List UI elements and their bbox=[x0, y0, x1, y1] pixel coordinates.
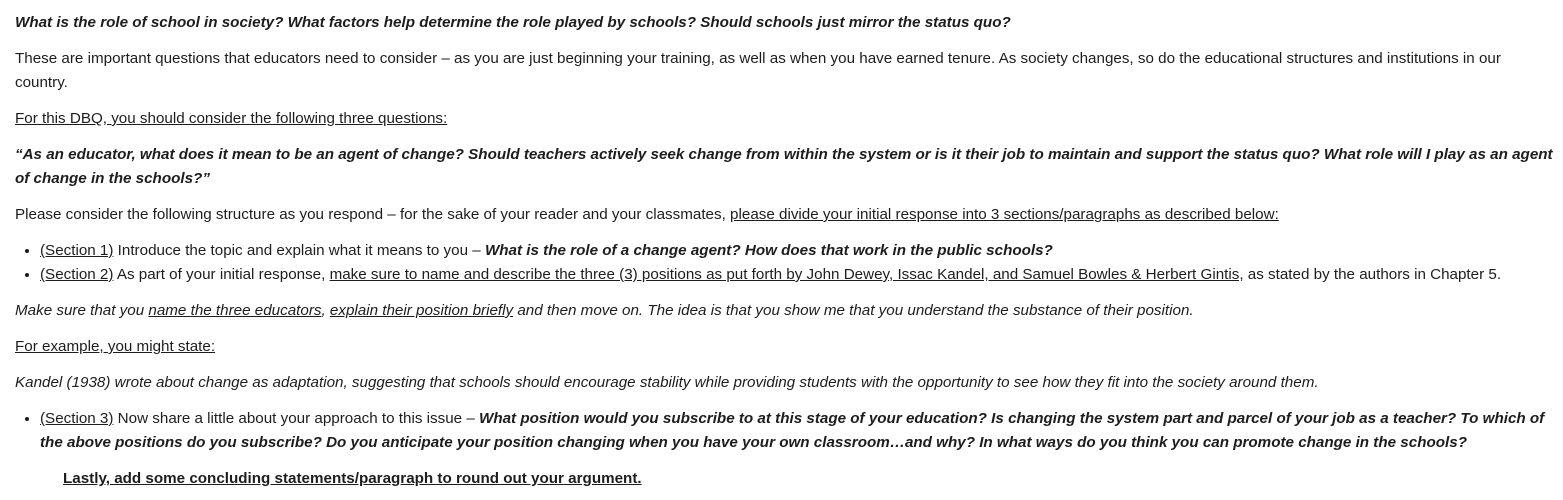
section-2-tail: as stated by the authors in Chapter 5. bbox=[1243, 266, 1502, 283]
lastly-statement: Lastly, add some concluding statements/paragraph to round out your argument. bbox=[63, 470, 642, 487]
make-sure-paragraph bbox=[15, 299, 1557, 323]
structure-underlined: please divide your initial response into 3 sections/paragraphs as described below: bbox=[730, 206, 1279, 223]
section-1-emphasis: What is the role of a change agent? How does that work in the public schools? bbox=[484, 242, 1053, 259]
dbq-quote: “As an educator, what does it mean to be an agent of change? Should teachers actively seek change from within the system or is it their job to maintain and support the status quo? What role will I play as an agent of change in the schools?” bbox=[15, 146, 1553, 187]
section-list-3 bbox=[15, 407, 1557, 455]
make-sure-lead: Make sure that you bbox=[15, 302, 149, 319]
structure-instructions bbox=[15, 203, 1557, 227]
section-3-item bbox=[40, 407, 1557, 455]
make-sure-u2: explain their position briefly bbox=[329, 302, 514, 319]
section-2-item bbox=[40, 263, 1557, 287]
section-1-label: (Section 1) bbox=[40, 242, 114, 259]
section-3-text: Now share a little about your approach to this issue – bbox=[113, 410, 479, 427]
section-2-text: As part of your initial response, bbox=[113, 266, 330, 283]
dbq-heading: For this DBQ, you should consider the following three questions: bbox=[15, 110, 448, 127]
example-heading: For example, you might state: bbox=[15, 338, 216, 355]
section-2-underlined: make sure to name and describe the three (3) positions as put forth by John Dewey, Issac Kandel, and Samuel Bowles & Herbert Gintis, bbox=[329, 266, 1244, 283]
section-list-1-2 bbox=[15, 239, 1557, 287]
section-2-label: (Section 2) bbox=[40, 266, 114, 283]
make-sure-tail: and then move on. The idea is that you show me that you understand the substance of their position. bbox=[513, 302, 1194, 319]
make-sure-comma: , bbox=[321, 302, 330, 319]
section-3-emphasis: What position would you subscribe to at this stage of your education? Is changing the system part and parcel of your job as a teacher? To which of the above positions do you subscribe? Do you anticipate your position changing when you have your own classroom…and why? In what ways do you think you can promote change in the schools? bbox=[40, 410, 1545, 451]
structure-lead: Please consider the following structure as you respond – for the sake of your reader and your classmates, bbox=[15, 206, 731, 223]
section-3-label: (Section 3) bbox=[40, 410, 114, 427]
section-1-item bbox=[40, 239, 1557, 263]
section-1-text: Introduce the topic and explain what it means to you – bbox=[113, 242, 485, 259]
intro-paragraph: These are important questions that educators need to consider – as you are just beginning your training, as well as when you have earned tenure. As society changes, so do the educational structures and institutions in our country. bbox=[15, 50, 1501, 91]
make-sure-u1: name the three educators bbox=[148, 302, 322, 319]
example-text: Kandel (1938) wrote about change as adaptation, suggesting that schools should encourage stability while providing students with the opportunity to see how they fit into the society around them. bbox=[15, 374, 1319, 391]
intro-questions: What is the role of school in society? What factors help determine the role played by schools? Should schools just mirror the status quo? bbox=[15, 14, 1011, 31]
